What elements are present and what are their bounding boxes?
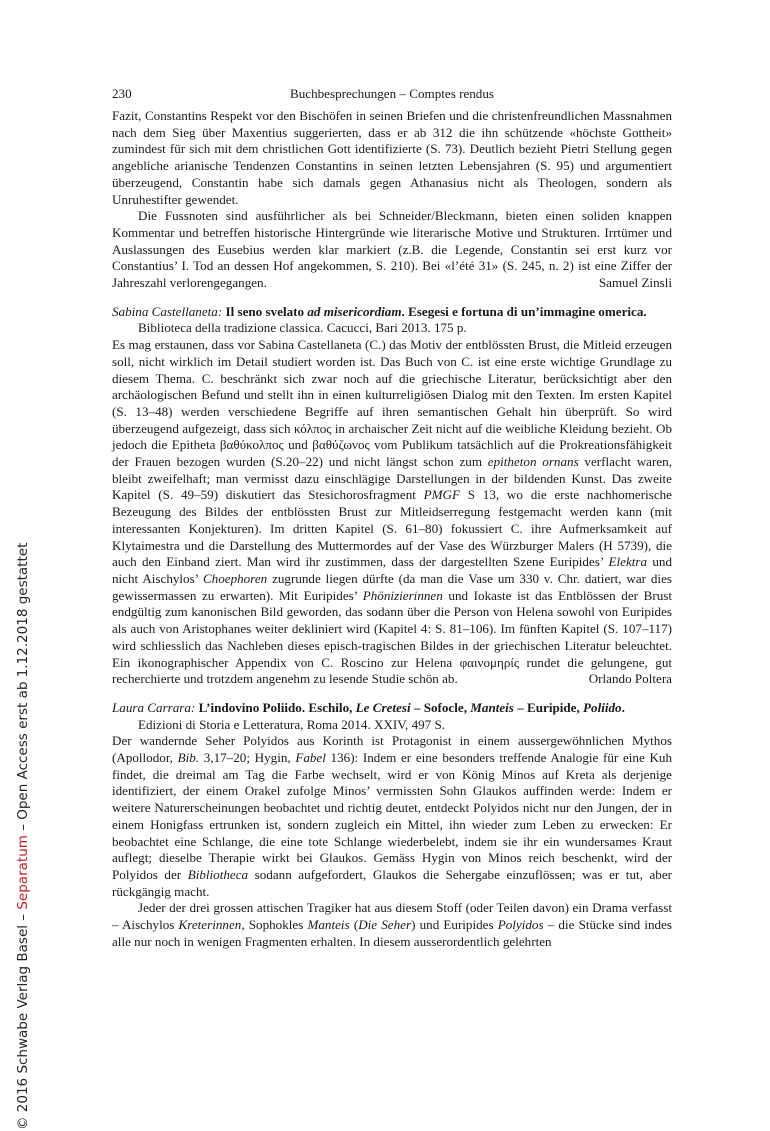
text-italic: Elektra — [608, 554, 648, 570]
book-title-line — [112, 304, 672, 321]
text-italic: Fabel — [295, 750, 326, 766]
text-italic: Manteis — [307, 917, 350, 933]
reviewer-signature: Samuel Zinsli — [598, 275, 672, 291]
bibliographic-entry — [112, 304, 672, 337]
review-carrara — [112, 700, 672, 951]
text-italic: Polyidos — [497, 917, 544, 933]
text-run: 3,17–20; Hygin, — [199, 750, 296, 766]
text-run: und Iokaste ist das Entblössen der Brust endgültig zum kanonischen Bild geworden, das sodann über die Person von Helena sowohl von Euripides als auch von Aristophanes weiter dekliniert wird (Kapitel 4: S. 81–106). Im fünften Kapitel (S. 107–117) wird schliesslich das Nachleben dieses episch-tragischen Bildes in der griechischen Literatur beleuchtet. Ein ikonographischer Appendix von C. Roscino zur Helena φαινομηρίς rundet die gelungene, gut recherchierte und trotzdem angenehm zu lesende Studie schön ab. — [112, 587, 672, 687]
bibliographic-entry — [112, 700, 672, 733]
page-body — [112, 86, 672, 950]
book-title-italic: ad misericordiam — [307, 303, 402, 319]
paragraph: Fazit, Constantins Respekt vor den Bischöfen in seinen Briefen und die christenfreundlichen Massnahmen nach dem Sieg über Maxentius suggerierten, dass er ab 312 die ihn schützende «höchste Gottheit» zumindest für sich mit dem christlichen Gott identifizierte (S. 73). Deutlich bezieht Pietri Stellung gegen angebliche arianische Tendenzen Constantins in seinen letzten Lebensjahren (S. 95) und argumentiert überzeugend, Constantin habe sich damals gegen Athanasius nicht als Theologen, sondern als Unruhestifter gewendet. — [112, 108, 672, 207]
copyright-sidebar — [8, 460, 38, 1130]
book-subtitle: . Esegesi e fortuna di un’immagine omerica. — [401, 303, 647, 319]
text-run: und nicht Aischylos’ — [112, 554, 672, 586]
text-run: 136): Indem er eine besonders treffende Analogie für eine Kuh findet, die dreimal am Tag die Farbe wechselt, wird er von König Minos auf Kreta als derjenige identifiziert, der einem Orakel zufolge Minos’ vermissten Sohn Glaukos auffinden werde: Indem er weitere Naturerscheinungen beobachtet und richtig deutet, entdeckt Polyidos nicht nur den Jungen, der in einem Honigfass ertrunken ist, sondern zugleich ein Mittel, ihn wieder zum Leben zu erwecken: Er beobachtet eine Schlange, die eine tote Schlange wiederbelebt, indem sie ihr ein wundersames Kraut auflegt; dieselbe Therapie wirkt bei Glaukos. Gemäss Hygin von Minos reich beschenkt, wird der Polyidos der — [112, 750, 672, 882]
publication-details: Biblioteca della tradizione classica. Cacucci, Bari 2013. 175 p. — [138, 320, 467, 336]
text-italic: Bib. — [177, 750, 200, 766]
text-run: sodann aufgefordert, Glaukos die Sehergabe einzuflössen; was er tut, aber rückgängig macht. — [112, 866, 673, 899]
book-title: L’indovino Poliido. Eschilo, — [198, 699, 353, 715]
text-run: , Sophokles — [241, 917, 308, 933]
text-run: – die Stücke sind indes alle nur noch in wenigen Fragmenten erhalten. In diesem ausserordentlich gelehrten — [112, 917, 672, 949]
copyright-prefix: © 2016 Schwabe Verlag Basel – — [15, 909, 31, 1130]
text-italic: epitheton ornans — [487, 454, 579, 470]
copyright-notice — [8, 470, 38, 1130]
book-title: Il seno svelato — [225, 303, 305, 319]
review-pietri — [112, 108, 672, 292]
book-title: . — [621, 699, 625, 715]
text-italic: Choephoren — [202, 570, 268, 586]
book-author: Laura Carrara: — [112, 699, 196, 715]
text-italic: Bibliotheca — [187, 866, 249, 882]
review-text — [112, 733, 672, 900]
text-run: zugrunde liegen dürfte (da man die Vase um 330 v. Chr. datiert, war dies gewissermassen zu erwarten). Mit Euripides’ — [112, 570, 672, 603]
text-run: Jeder der drei grossen attischen Tragiker hat aus diesem Stoff (oder Teilen davon) ein Drama verfasst – Aischylos — [112, 900, 672, 933]
book-title-italic: Le Cretesi — [355, 699, 411, 715]
book-title: – Sofocle, — [413, 699, 467, 715]
book-author: Sabina Castellaneta: — [112, 303, 223, 319]
text-run: Der wandernde Seher Polyidos aus Korinth ist Protagonist in einem aussergewöhnlichen Mythos (Apollodor, — [112, 733, 672, 766]
text-italic: Kreterinnen — [178, 917, 242, 933]
page-number: 230 — [112, 86, 132, 101]
text-italic: PMGF — [423, 487, 461, 503]
book-title-italic: Manteis — [470, 699, 514, 715]
text-run: Es mag erstaunen, dass vor Sabina Castellaneta (C.) das Motiv der entblössten Brust, die Mitleid erzeugen soll, nicht wirklich im Detail studiert worden ist. Das Buch von C. ist eine erste wichtige Grundlage zu diesem Thema. C. beschränkt sich zwar noch auf die griechische Literatur, berücksichtigt aber den archäologischen Befund und stellt ihn in einen kulturreligiösen Dialog mit den Texten. Im ersten Kapitel (S. 13–48) werden verschiedene Begriffe auf ihren semantischen Gehalt hin überprüft. So wird überzeugend aufgezeigt, dass sich κόλπος in archaischer Zeit nicht auf die weibliche Kleidung bezieht. Ob jedoch die Epitheta βαθύκολπος und βαθύζωνος vom Publikum tatsächlich auf die Prokreationsfähigkeit der Frauen bezogen wurden (S.20–22) und nicht längst schon zum — [112, 337, 672, 470]
text-run: ( — [349, 917, 359, 933]
text-run: ) und Euripides — [411, 917, 498, 933]
page-header — [112, 86, 672, 104]
text-run: verflacht waren, bleibt zweifelhaft; man vermisst dazu einschlägige Darstellungen in der bildenden Kunst. Das zweite Kapitel (S. 49–59) diskutiert das Stesichorosfragment — [112, 454, 672, 503]
text-italic: Phönizierinnen — [362, 587, 443, 603]
reviewer-signature: Orlando Poltera — [588, 671, 672, 687]
running-head: Buchbesprechungen – Comptes rendus — [289, 86, 494, 101]
book-title: – Euripide, — [517, 699, 580, 715]
book-title-italic: Poliido — [583, 699, 622, 715]
publication-details: Edizioni di Storia e Letteratura, Roma 2014. XXIV, 497 S. — [138, 716, 446, 732]
paragraph — [112, 208, 672, 292]
text-run: S 13, wo die erste nachhomerische Bezeugung des Bildes der entblössten Brust zur Mitleidserregung festgemacht werden kann (mit interessanten Konjekturen). Im dritten Kapitel (S. 61–80) fokussiert C. ihre Aufmerksamkeit auf Klytaimestra und die Darstellung des Muttermordes auf der Vase des Würzburger Malers (H 5739), die auch den Einband ziert. Man wird ihr zustimmen, dass der dargestellten Szene Euripides’ — [112, 487, 672, 570]
review-text — [112, 337, 672, 688]
text-italic: Die Seher — [358, 917, 412, 933]
review-text — [112, 900, 672, 950]
book-title-line — [112, 700, 672, 717]
separatum-label: Separatum — [15, 835, 31, 910]
review-castellaneta — [112, 304, 672, 688]
paragraph-text: Die Fussnoten sind ausführlicher als bei Schneider/Bleckmann, bieten einen soliden knappen Kommentar und betreffen historische Hintergründe wie literarische Motive und Strukturen. Irrtümer und Auslassungen des Eusebius werden klar markiert (z.B. die Legende, Constantin sei erst kurz vor Constantius’ I. Tod an dessen Hof angekommen, S. 210). Bei «l’été 31» (S. 245, n. 2) ist eine Ziffer der Jahreszahl verlorengegangen. — [112, 208, 672, 291]
copyright-suffix: – Open Access erst ab 1.12.2018 gestattet — [15, 542, 31, 836]
